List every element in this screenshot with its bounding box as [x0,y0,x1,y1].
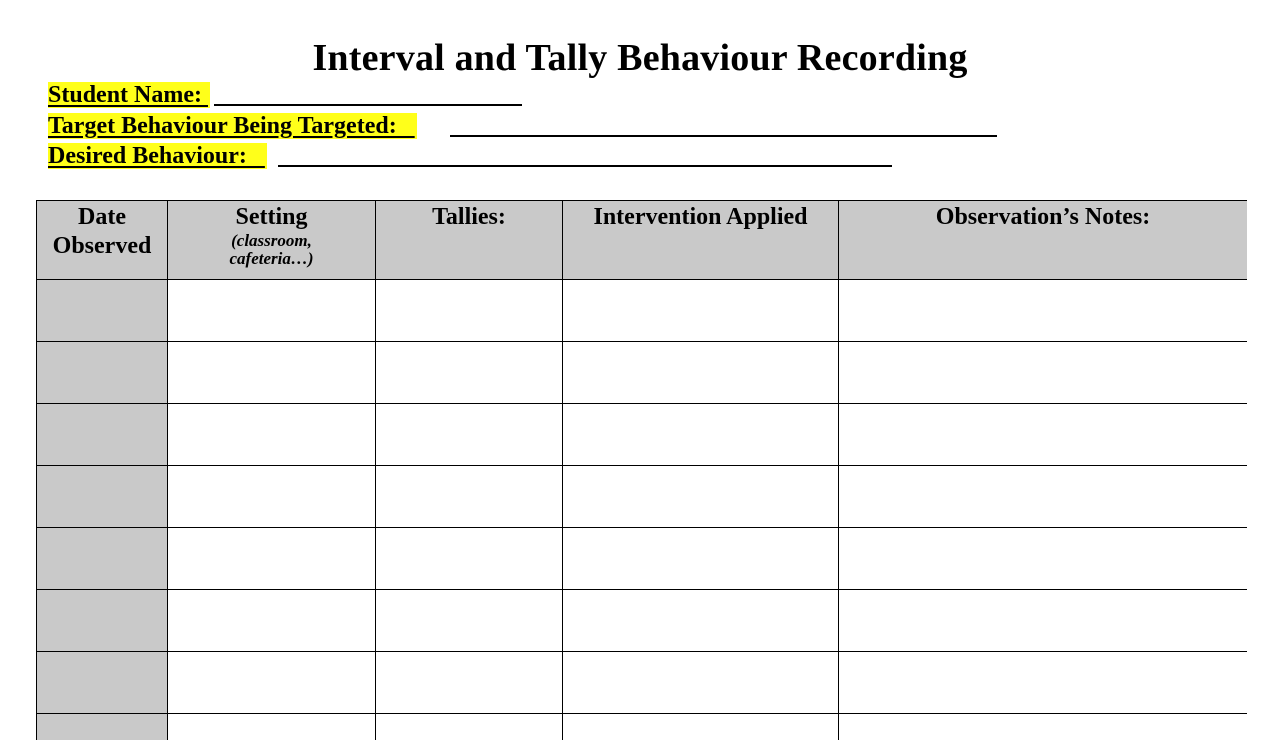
target-behaviour-line[interactable] [450,135,997,137]
header-date-line1: Date [78,204,126,230]
target-behaviour-field[interactable] [48,113,417,143]
setting-cell[interactable] [168,652,376,714]
intervention-cell[interactable] [563,590,839,652]
header-setting-label: Setting [236,204,308,230]
setting-cell[interactable] [168,590,376,652]
notes-cell[interactable] [839,342,1248,404]
table-row [37,466,1248,528]
desired-behaviour-label: Desired Behaviour: [48,143,267,169]
recording-table [36,200,1247,740]
intervention-cell[interactable] [563,466,839,528]
header-date-observed [37,201,168,280]
intervention-cell[interactable] [563,404,839,466]
date-cell[interactable] [37,652,168,714]
header-tallies-label: Tallies: [432,204,506,230]
notes-cell[interactable] [839,466,1248,528]
notes-cell[interactable] [839,404,1248,466]
table-row [37,590,1248,652]
notes-cell[interactable] [839,590,1248,652]
header-observation-notes [839,201,1248,280]
date-cell[interactable] [37,466,168,528]
date-cell[interactable] [37,342,168,404]
tallies-cell[interactable] [376,466,563,528]
intervention-cell[interactable] [563,342,839,404]
setting-cell[interactable] [168,714,376,740]
date-cell[interactable] [37,714,168,740]
desired-behaviour-field[interactable] [48,143,267,173]
header-intervention [563,201,839,280]
setting-cell[interactable] [168,466,376,528]
date-cell[interactable] [37,528,168,590]
intervention-cell[interactable] [563,714,839,740]
tallies-cell[interactable] [376,590,563,652]
table-row [37,528,1248,590]
table-header-row [37,201,1248,280]
header-setting [168,201,376,280]
setting-cell[interactable] [168,528,376,590]
header-notes-label: Observation’s Notes: [936,204,1150,230]
header-setting-hint-line2: cafeteria…) [168,250,375,268]
notes-cell[interactable] [839,714,1248,740]
intervention-cell[interactable] [563,528,839,590]
table-row [37,404,1248,466]
header-date-line2: Observed [53,233,152,259]
tallies-cell[interactable] [376,404,563,466]
student-name-line[interactable] [214,104,522,106]
header-setting-hint-line1: (classroom, [168,232,375,250]
header-intervention-label: Intervention Applied [593,204,807,230]
intervention-cell[interactable] [563,280,839,342]
tallies-cell[interactable] [376,280,563,342]
date-cell[interactable] [37,590,168,652]
student-name-label: Student Name: [48,82,210,108]
date-cell[interactable] [37,280,168,342]
desired-behaviour-line[interactable] [278,165,892,167]
table-row [37,652,1248,714]
table-row [37,342,1248,404]
table-body [37,280,1248,740]
tallies-cell[interactable] [376,342,563,404]
date-cell[interactable] [37,404,168,466]
setting-cell[interactable] [168,404,376,466]
notes-cell[interactable] [839,528,1248,590]
intervention-cell[interactable] [563,652,839,714]
notes-cell[interactable] [839,280,1248,342]
recording-table-wrapper [36,200,1247,740]
setting-cell[interactable] [168,280,376,342]
student-name-field[interactable] [48,82,210,112]
notes-cell[interactable] [839,652,1248,714]
table-row [37,280,1248,342]
page-title: Interval and Tally Behaviour Recording [0,36,1280,80]
tallies-cell[interactable] [376,528,563,590]
table-row [37,714,1248,740]
target-behaviour-label: Target Behaviour Being Targeted: [48,113,417,139]
setting-cell[interactable] [168,342,376,404]
tallies-cell[interactable] [376,652,563,714]
tallies-cell[interactable] [376,714,563,740]
header-tallies [376,201,563,280]
